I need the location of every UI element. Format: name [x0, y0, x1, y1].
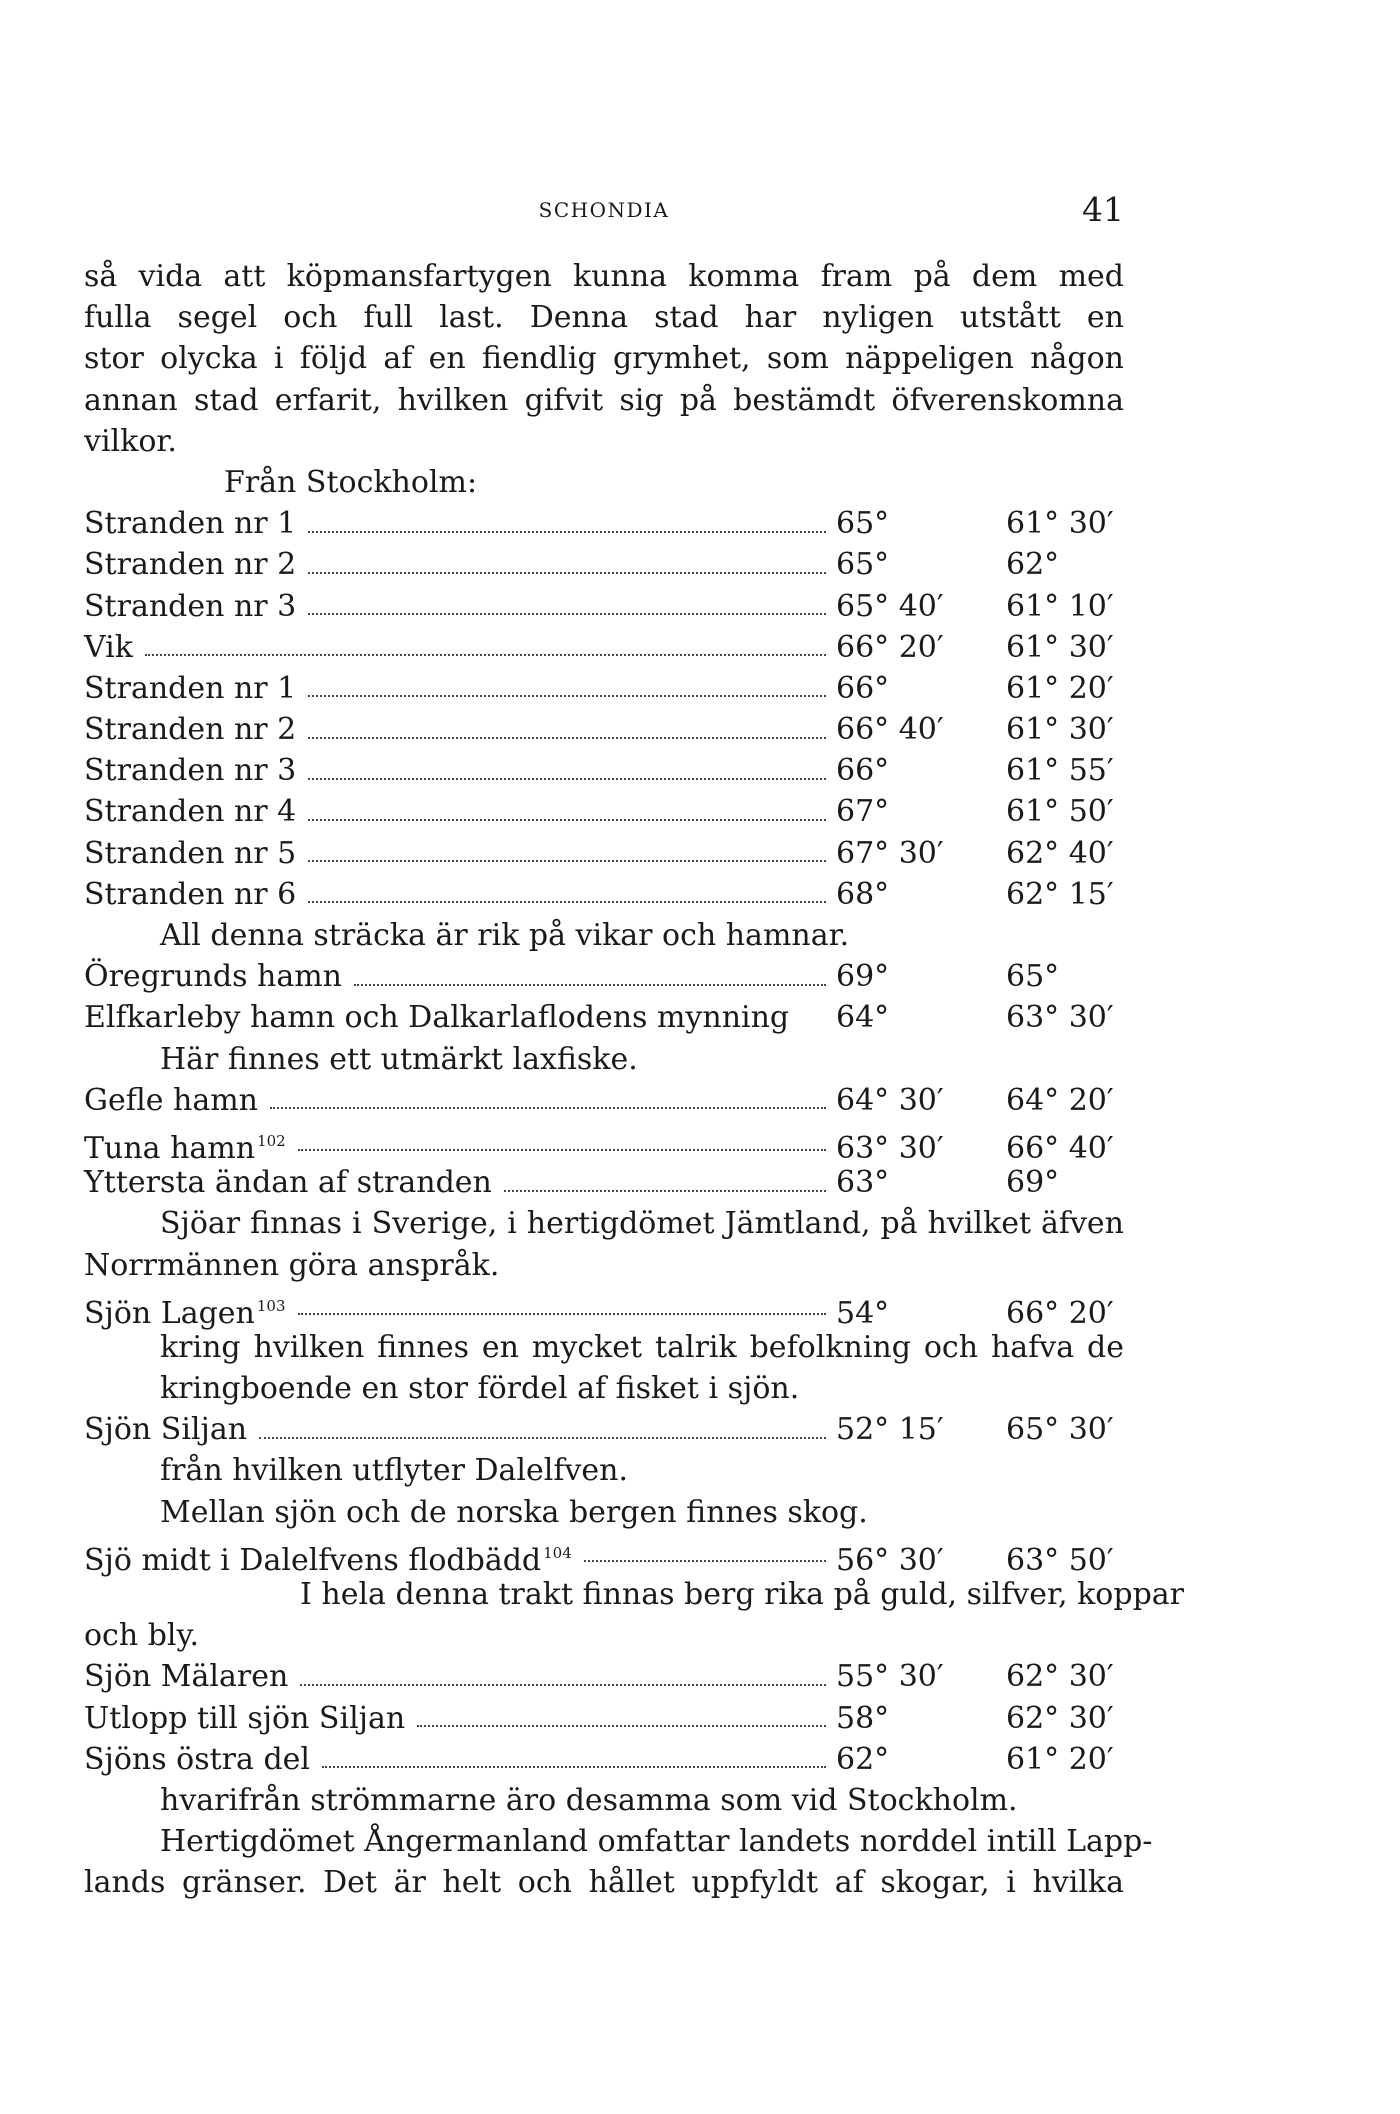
coordinate-row — [84, 1533, 1124, 1578]
dot-leader — [584, 1560, 826, 1562]
first-degree-value: 67° — [836, 794, 890, 830]
second-degree-value: 65° 30′ — [1006, 1412, 1114, 1448]
coordinate-row — [84, 627, 1124, 668]
dot-leader — [259, 1437, 826, 1439]
place-name: Sjön Mälaren — [84, 1659, 289, 1695]
second-degree-value: 63° 30′ — [1006, 1000, 1114, 1036]
dot-leader — [300, 1684, 826, 1686]
note-sjoar-line: Norrmännen göra anspråk. — [84, 1247, 500, 1283]
dot-leader — [298, 1149, 826, 1151]
first-degree-value: 63° 30′ — [836, 1130, 944, 1166]
second-degree-value: 61° 10′ — [1006, 588, 1114, 624]
closing-line: lands gränser. Det är helt och hållet uppfyldt af skogar, i hvilka — [84, 1865, 1124, 1901]
first-degree-value: 56° 30′ — [836, 1542, 944, 1578]
place-name-text: Sjön Lagen — [84, 1295, 255, 1331]
first-degree-value: 64° — [836, 1000, 890, 1036]
second-degree-value: 66° 20′ — [1006, 1295, 1114, 1331]
footnote-ref: 104 — [543, 1543, 572, 1562]
second-degree-value: 63° 50′ — [1006, 1542, 1114, 1578]
footnote-ref: 102 — [257, 1131, 286, 1150]
coordinate-row — [84, 709, 1124, 750]
note-sjoar-line: Sjöar finnas i Sverige, i hertigdömet Jämtland, på hvilket äfven — [160, 1206, 1124, 1242]
first-degree-value: 62° — [836, 1741, 890, 1777]
place-name: Stranden nr 4 — [84, 794, 297, 830]
first-degree-value: 66° — [836, 753, 890, 789]
coordinate-row — [84, 997, 1124, 1038]
dot-leader — [298, 1313, 827, 1315]
coordinate-row — [84, 544, 1124, 585]
place-name: Gefle hamn — [84, 1082, 258, 1118]
place-name: Sjön Siljan — [84, 1412, 248, 1448]
coordinate-row — [84, 833, 1124, 874]
dot-leader — [504, 1190, 826, 1192]
second-degree-value: 65° — [1006, 959, 1060, 995]
footnote-ref: 103 — [256, 1296, 286, 1315]
from-stockholm-label: Från Stockholm: — [224, 464, 478, 500]
dot-leader — [145, 654, 826, 656]
coordinate-row — [84, 791, 1124, 832]
second-degree-value: 61° 20′ — [1006, 670, 1114, 706]
intro-line: så vida att köpmansfartygen kunna komma fram på dem med — [84, 259, 1124, 294]
intro-line: vilkor. — [84, 423, 177, 459]
dot-leader — [308, 737, 826, 739]
note-trakt-line: och bly. — [84, 1618, 200, 1654]
coordinate-row — [84, 586, 1124, 627]
page-body — [84, 256, 1185, 1904]
coordinate-row — [84, 956, 1124, 997]
place-name: Stranden nr 1 — [84, 670, 297, 706]
second-degree-value: 62° 15′ — [1006, 876, 1114, 912]
coordinate-row — [84, 668, 1124, 709]
second-degree-value: 61° 50′ — [1006, 794, 1114, 830]
first-degree-value: 64° 30′ — [836, 1082, 944, 1118]
place-name: Stranden nr 3 — [84, 753, 297, 789]
first-degree-value: 65° — [836, 506, 890, 542]
first-degree-value: 52° 15′ — [836, 1412, 944, 1448]
coordinate-row — [84, 1698, 1124, 1739]
note-lagen-line: kring hvilken finnes en mycket talrik befolkning och hafva de — [160, 1329, 1124, 1365]
first-degree-value: 66° — [836, 670, 890, 706]
dot-leader — [308, 901, 826, 903]
second-degree-value: 61° 30′ — [1006, 506, 1114, 542]
place-name: Vik — [84, 629, 133, 665]
place-name: Utlopp till sjön Siljan — [84, 1700, 406, 1736]
place-name: Stranden nr 6 — [84, 876, 297, 912]
second-degree-value: 62° 30′ — [1006, 1659, 1114, 1695]
dot-leader — [308, 778, 826, 780]
place-name: Stranden nr 5 — [84, 835, 297, 871]
dot-leader — [308, 860, 826, 862]
coordinate-row — [84, 1286, 1124, 1331]
note-mellan: Mellan sjön och de norska bergen finnes skog. — [160, 1494, 868, 1530]
place-name: Yttersta ändan af stranden — [84, 1165, 492, 1201]
note-strommarne: hvarifrån strömmarne äro desamma som vid Stockholm. — [160, 1782, 1018, 1818]
second-degree-value: 62° — [1006, 547, 1060, 583]
dot-leader — [270, 1107, 826, 1109]
intro-line: fulla segel och full last. Denna stad har nyligen utstått en — [84, 300, 1124, 336]
place-name: Elfkarleby hamn och Dalkarlaflodens mynning — [84, 1000, 790, 1036]
second-degree-value: 61° 20′ — [1006, 1741, 1114, 1777]
first-degree-value: 63° — [836, 1165, 890, 1201]
second-degree-value: 69° — [1006, 1165, 1060, 1201]
note-vikar: All denna sträcka är rik på vikar och hamnar. — [160, 918, 850, 953]
place-name-text: Tuna hamn — [84, 1130, 256, 1166]
dot-leader — [354, 984, 826, 986]
dot-leader — [308, 695, 826, 697]
second-degree-value: 61° 30′ — [1006, 712, 1114, 748]
coordinate-row — [84, 503, 1124, 544]
first-degree-value: 69° — [836, 959, 890, 995]
place-name: Stranden nr 2 — [84, 712, 297, 748]
place-name: Sjöns östra del — [84, 1741, 310, 1777]
second-degree-value: 62° 40′ — [1006, 835, 1114, 871]
intro-line: annan stad erfarit, hvilken gifvit sig på bestämdt öfverenskomna — [84, 382, 1124, 418]
coordinate-row — [84, 1739, 1124, 1780]
first-degree-value: 55° 30′ — [836, 1659, 944, 1695]
running-head: SCHONDIA — [538, 198, 670, 222]
note-siljan: från hvilken utflyter Dalelfven. — [160, 1453, 629, 1489]
coordinate-row — [84, 1080, 1124, 1121]
first-degree-value: 58° — [836, 1700, 890, 1736]
first-degree-value: 68° — [836, 876, 890, 912]
coordinate-row — [84, 874, 1124, 915]
coordinate-row — [84, 750, 1124, 791]
first-degree-value: 66° 20′ — [836, 629, 944, 665]
dot-leader — [308, 572, 826, 574]
coordinate-row — [84, 1121, 1124, 1166]
coordinate-row — [84, 1656, 1124, 1697]
place-name: Öregrunds hamn — [84, 959, 342, 995]
second-degree-value: 61° 55′ — [1006, 753, 1114, 789]
note-lagen-line: kringboende en stor fördel af fisket i sjön. — [160, 1371, 800, 1407]
second-degree-value: 64° 20′ — [1006, 1082, 1114, 1118]
second-degree-value: 66° 40′ — [1006, 1130, 1114, 1166]
first-degree-value: 65° 40′ — [836, 588, 944, 624]
first-degree-value: 67° 30′ — [836, 835, 944, 871]
second-degree-value: 61° 30′ — [1006, 629, 1114, 665]
second-degree-value: 62° 30′ — [1006, 1700, 1114, 1736]
first-degree-value: 65° — [836, 547, 890, 583]
place-name: Stranden nr 3 — [84, 588, 297, 624]
page-number: 41 — [1082, 190, 1124, 229]
intro-line: stor olycka i följd af en fiendlig grymhet, som näppeligen någon — [84, 341, 1124, 377]
dot-leader — [322, 1766, 826, 1768]
coordinate-row — [84, 1409, 1124, 1450]
coordinate-row — [84, 1162, 1124, 1203]
dot-leader — [308, 613, 826, 615]
dot-leader — [308, 531, 826, 533]
dot-leader — [417, 1725, 826, 1727]
place-name: Stranden nr 2 — [84, 547, 297, 583]
closing-line: Hertigdömet Ångermanland omfattar landets norddel intill Lapp- — [160, 1824, 1153, 1860]
first-degree-value: 66° 40′ — [836, 712, 944, 748]
dot-leader — [308, 819, 826, 821]
place-name: Stranden nr 1 — [84, 506, 297, 542]
note-trakt-line: I hela denna trakt finnas berg rika på guld, silfver, koppar — [300, 1577, 1185, 1612]
place-name-text: Sjö midt i Dalelfvens flodbädd — [84, 1542, 542, 1578]
first-degree-value: 54° — [836, 1295, 890, 1331]
page-header — [84, 190, 1124, 230]
note-laxfiske: Här finnes ett utmärkt laxfiske. — [160, 1041, 638, 1077]
